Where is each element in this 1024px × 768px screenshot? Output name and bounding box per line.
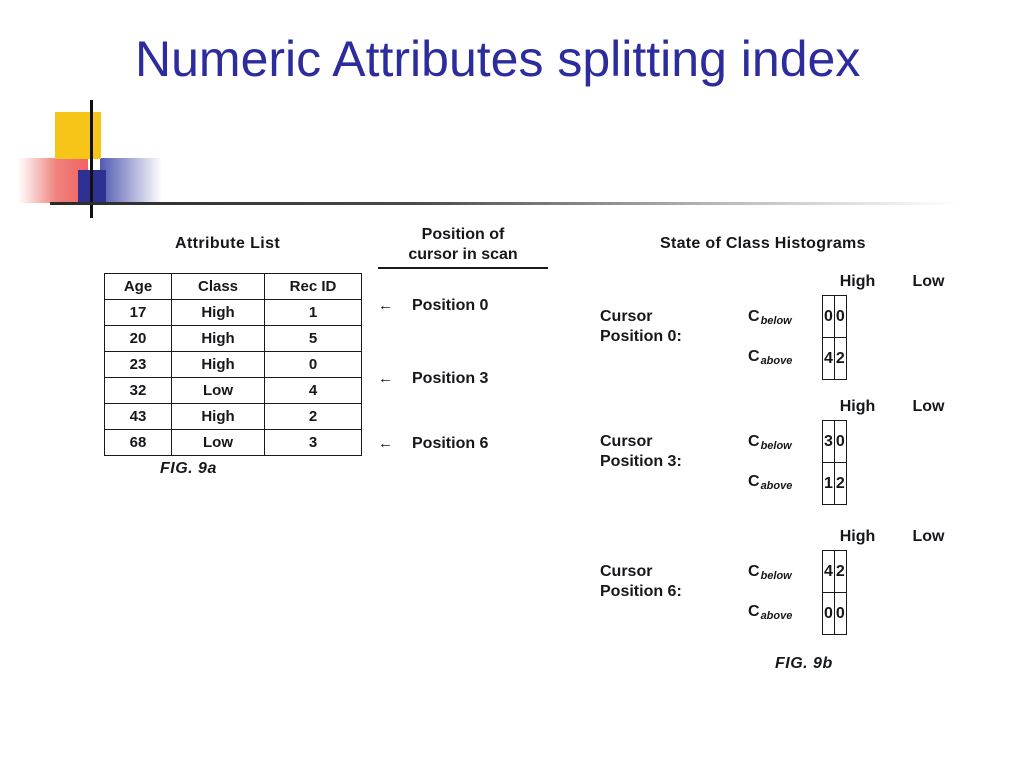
cell-age: 23 [105,352,172,378]
cell-recid: 4 [265,378,362,404]
cell-age: 17 [105,300,172,326]
cursor-label-line2: Position 0: [600,328,682,345]
column-header-low: Low [912,398,945,415]
c-symbol: C [748,563,760,580]
class-count-labels [748,297,791,377]
cell-recid: 5 [265,326,362,352]
cursor-marker-label: Position 3 [412,370,489,387]
column-header-high: High [839,528,876,545]
figure-9a-caption: FIG. 9a [160,460,217,477]
c-symbol: C [748,308,760,325]
c-above-label [748,462,791,502]
cursor-label-line1: Cursor [600,433,653,450]
cell-below-low: 0 [834,296,846,338]
histogram-table [822,295,847,380]
attribute-list-table [104,273,362,456]
cell-below-high: 4 [823,551,835,593]
histogram-column-headers [822,528,964,546]
cell-recid: 0 [265,352,362,378]
c-symbol: C [748,433,760,450]
table-row [823,421,847,463]
class-count-labels [748,422,791,502]
table-row [105,300,362,326]
class-count-labels [748,552,791,632]
cell-below-low: 2 [834,551,846,593]
c-symbol: C [748,603,760,620]
cell-below-low: 0 [834,421,846,463]
cell-above-high: 1 [823,463,835,505]
histogram-column-headers [822,398,964,416]
table-row [105,404,362,430]
cell-class: High [172,352,265,378]
cell-class: High [172,326,265,352]
cell-age: 32 [105,378,172,404]
column-header-high: High [839,273,876,290]
below-subscript: below [760,569,792,582]
column-header-high: High [839,398,876,415]
title-divider [50,202,960,205]
cell-age: 68 [105,430,172,456]
cursor-marker-position-3 [378,370,488,388]
cell-above-low: 2 [834,338,846,380]
table-row [823,338,847,380]
cursor-label [600,307,682,347]
cursor-marker-position-0 [378,297,488,315]
cell-class: Low [172,430,265,456]
vertical-line [90,100,93,218]
cell-above-low: 2 [834,463,846,505]
cursor-label-line1: Cursor [600,308,653,325]
yellow-square [55,112,101,159]
cursor-label [600,562,682,602]
cursor-marker-label: Position 0 [412,297,489,314]
histogram-column-headers [822,273,964,291]
table-row [105,430,362,456]
table-row [823,296,847,338]
table-header-row [105,274,362,300]
table-row [105,326,362,352]
cursor-marker-position-6 [378,435,488,453]
cell-class: High [172,300,265,326]
c-symbol: C [748,473,760,490]
c-below-label [748,552,791,592]
cursor-position-heading [378,225,548,269]
c-symbol: C [748,348,760,365]
below-subscript: below [760,439,792,452]
cursor-label-line2: Position 3: [600,453,682,470]
column-header-low: Low [912,273,945,290]
cursor-label-line2: Position 6: [600,583,682,600]
page-title: Numeric Attributes splitting index [135,31,861,87]
histogram-table [822,550,847,635]
cell-recid: 1 [265,300,362,326]
c-below-label [748,422,791,462]
column-header-age: Age [105,274,172,300]
cursor-label [600,432,682,472]
cell-recid: 2 [265,404,362,430]
c-below-label [748,297,791,337]
left-arrow-icon: ← [378,297,393,314]
c-above-label [748,337,791,377]
cell-below-high: 3 [823,421,835,463]
figure-area [0,215,1024,715]
c-above-label [748,592,791,632]
above-subscript: above [760,609,793,622]
histogram-table [822,420,847,505]
cursor-marker-label: Position 6 [412,435,489,452]
left-arrow-icon: ← [378,370,393,387]
cell-class: High [172,404,265,430]
cell-age: 43 [105,404,172,430]
above-subscript: above [760,479,793,492]
figure-9b-caption: FIG. 9b [775,655,833,672]
table-row [105,378,362,404]
column-header-class: Class [172,274,265,300]
cell-class: Low [172,378,265,404]
table-row [823,551,847,593]
attribute-list-heading: Attribute List [175,235,281,252]
cell-recid: 3 [265,430,362,456]
column-header-low: Low [912,528,945,545]
cell-above-high: 0 [823,593,835,635]
decorative-logo [18,100,148,218]
column-header-recid: Rec ID [265,274,362,300]
cell-above-low: 0 [834,593,846,635]
left-arrow-icon: ← [378,435,393,452]
table-row [823,463,847,505]
cursor-heading-line1: Position of [421,226,505,243]
cursor-label-line1: Cursor [600,563,653,580]
blue-gradient-block [100,158,162,203]
table-row [105,352,362,378]
cursor-heading-line2: cursor in scan [408,246,518,263]
below-subscript: below [760,314,792,327]
class-histograms-heading: State of Class Histograms [660,235,866,252]
table-row [823,593,847,635]
cell-below-high: 0 [823,296,835,338]
cell-above-high: 4 [823,338,835,380]
above-subscript: above [760,354,793,367]
cell-age: 20 [105,326,172,352]
